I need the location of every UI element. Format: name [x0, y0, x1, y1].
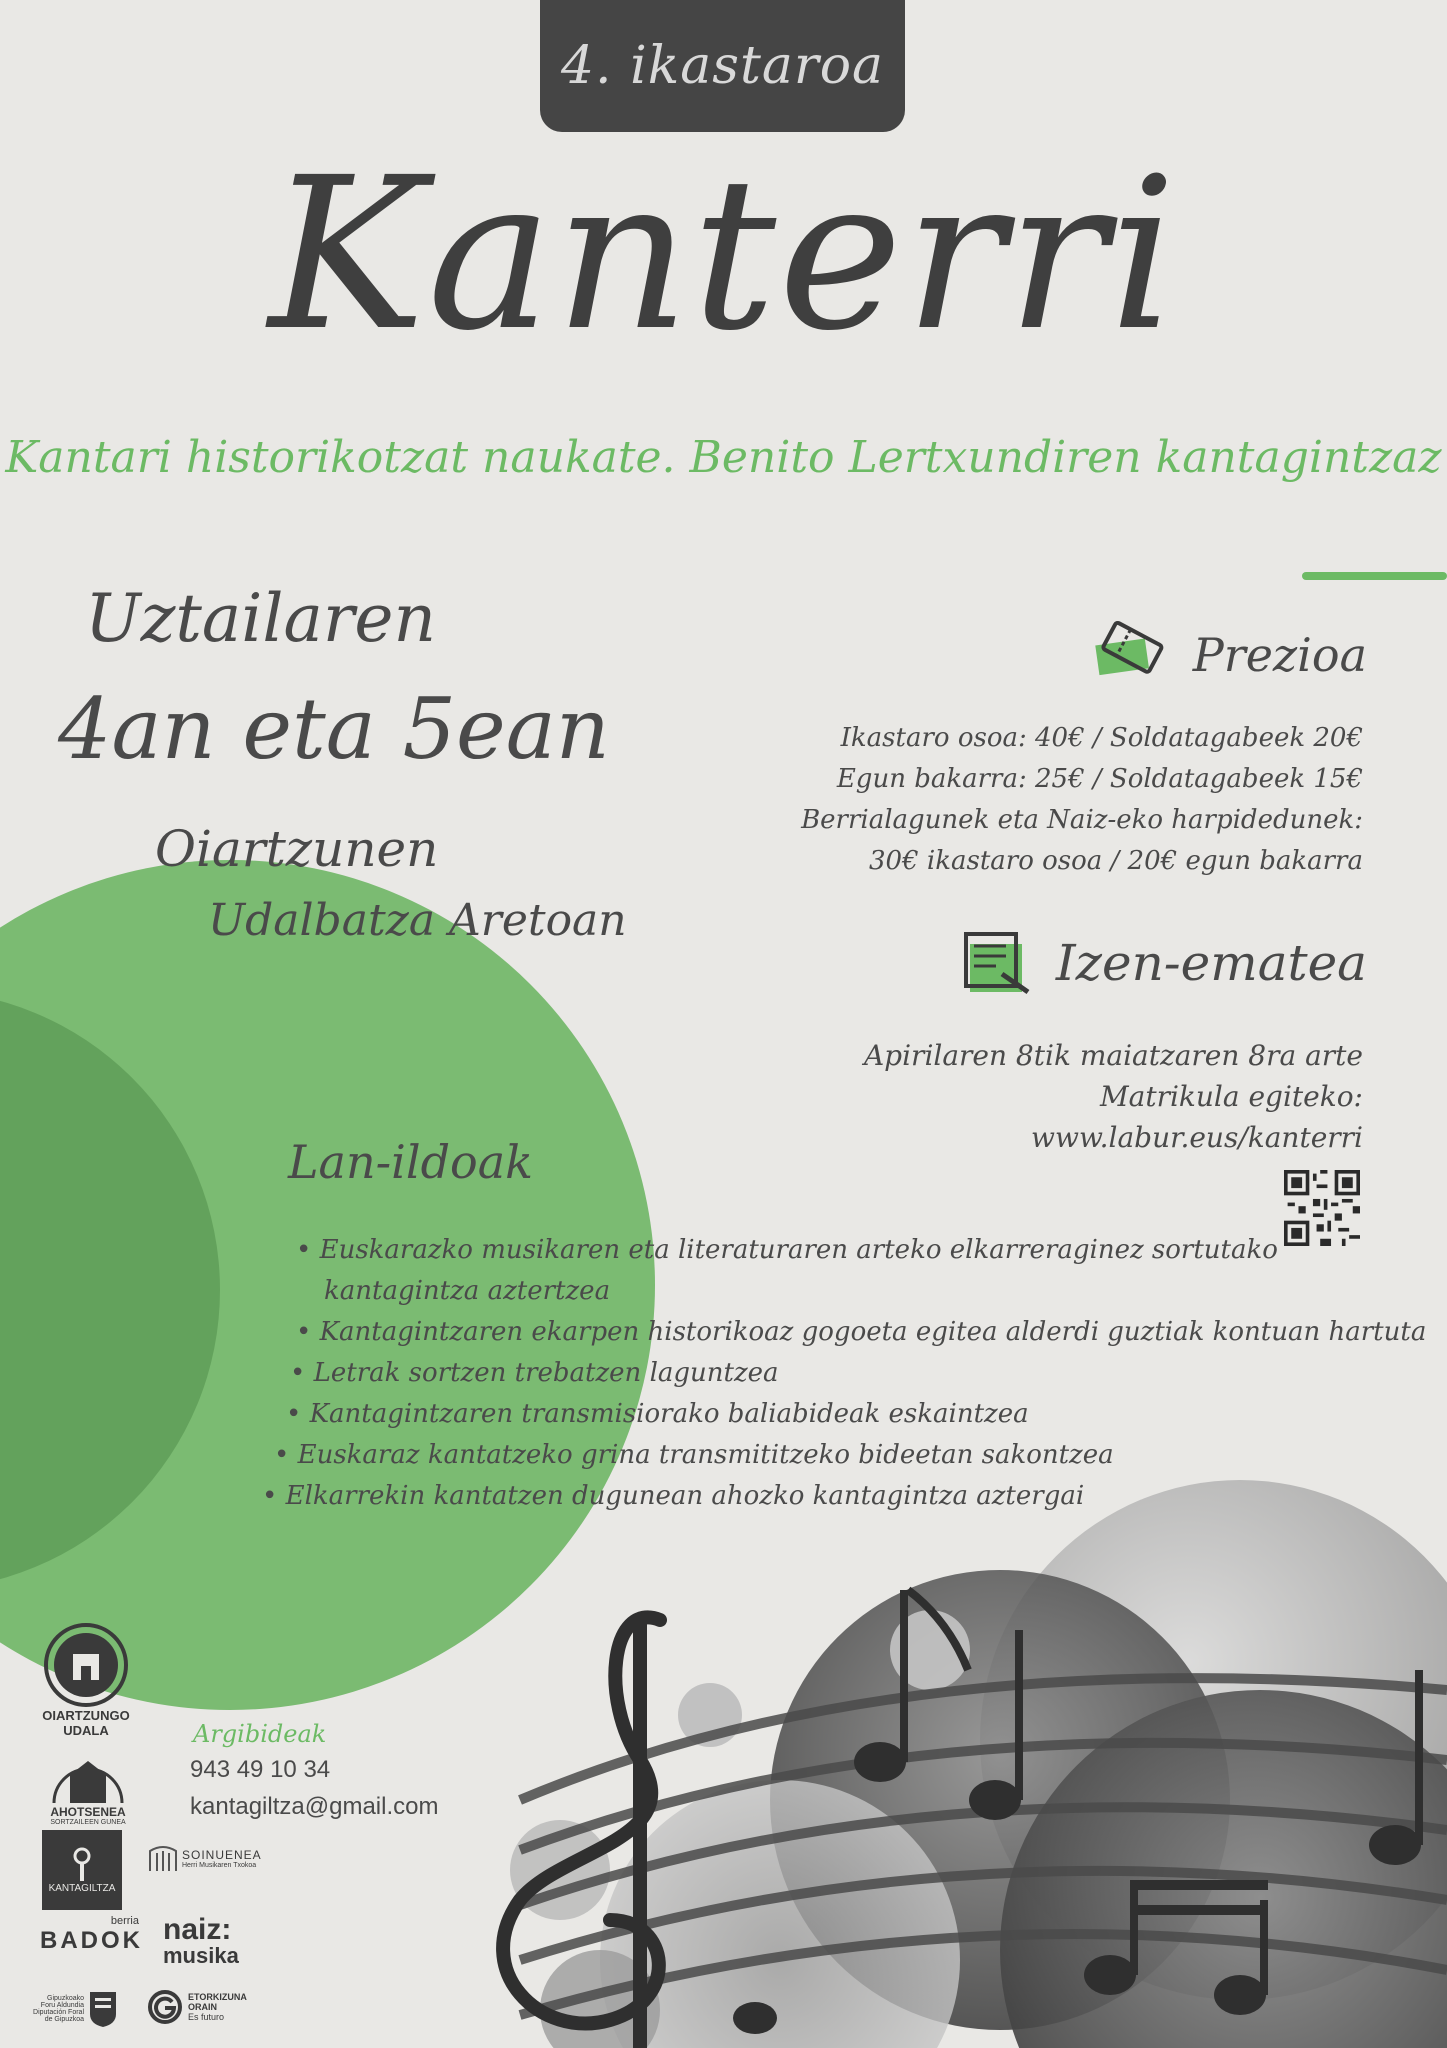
price-list — [801, 718, 1363, 882]
list-item: kantagintza aztertzea — [324, 1276, 611, 1306]
oiartzun-logo: OIARTZUNGO UDALA — [38, 1622, 134, 1738]
price-line: Berrialagunek eta Naiz-eko harpidedunek: — [801, 805, 1363, 835]
registration-link[interactable]: www.labur.eus/kanterri — [1031, 1121, 1363, 1154]
list-item: • Kantagintzaren ekarpen historikoaz gogoeta egitea alderdi guztiak kontuan hartuta — [296, 1317, 1427, 1347]
badok-logo: berria BADOK — [40, 1915, 143, 1954]
key-icon — [67, 1847, 97, 1883]
poster-title: Kanterri — [268, 132, 1179, 377]
gipuzkoa-logo: Gipuzkoako Foru Aldundia Diputación Foral de Gipuzkoa — [32, 1990, 132, 2028]
price-title: Prezioa — [1192, 628, 1367, 682]
ahotsenea-logo: AHOTSENEA SORTZAILEEN GUNEA — [40, 1745, 136, 1826]
list-item: • Letrak sortzen trebatzen laguntzea — [290, 1358, 779, 1388]
list-item: • Elkarrekin kantatzen dugunean ahozko kantagintza aztergai — [262, 1481, 1085, 1511]
place-town: Oiartzunen — [155, 820, 439, 878]
registration-info — [864, 1035, 1363, 1158]
info-heading: Argibideak — [193, 1720, 327, 1748]
registration-heading — [962, 930, 1367, 996]
gipuzkoa-shield-icon — [88, 1990, 118, 2028]
list-item: • Euskaraz kantatzeko grina transmititzeko bideetan sakontzea — [274, 1440, 1114, 1470]
price-line: Ikastaro osoa: 40€ / Soldatagabeek 20€ — [840, 723, 1363, 753]
form-icon — [962, 930, 1034, 996]
divider — [1302, 572, 1447, 580]
date-month: Uztailaren — [85, 580, 436, 657]
registration-label: Matrikula egiteko: — [1099, 1080, 1363, 1113]
oiartzun-seal-icon — [43, 1622, 129, 1708]
info-email[interactable]: kantagiltza@gmail.com — [190, 1793, 439, 1820]
list-item: • Kantagintzaren transmisiorako baliabideak eskaintzea — [286, 1399, 1029, 1429]
soinuenea-logo: SOINUENEA Herri Musikaren Txokoa — [148, 1843, 283, 1873]
ticket-icon — [1091, 620, 1167, 690]
registration-title: Izen-ematea — [1055, 934, 1367, 992]
place-venue: Udalbatza Aretoan — [208, 895, 627, 946]
qr-code[interactable] — [1284, 1170, 1360, 1246]
etorkizuna-logo: ETORKIZUNA ORAIN Es futuro — [148, 1990, 263, 2024]
date-days: 4an eta 5ean — [58, 680, 610, 778]
kantagiltza-logo: KANTAGILTZA — [42, 1830, 122, 1910]
work-lines-heading: Lan-ildoak — [288, 1135, 534, 1189]
info-phone[interactable]: 943 49 10 34 — [190, 1756, 331, 1783]
price-line: 30€ ikastaro osoa / 20€ egun bakarra — [869, 846, 1363, 876]
registration-dates: Apirilaren 8tik maiatzaren 8ra arte — [863, 1039, 1363, 1072]
work-lines-list — [260, 1230, 1427, 1517]
poster-subtitle: Kantari historikotzat naukate. Benito Lertxundiren kantagintzaz — [5, 432, 1442, 483]
g-circle-icon — [148, 1990, 182, 2024]
naiz-logo: naiz: musika — [163, 1913, 239, 1968]
price-line: Egun bakarra: 25€ / Soldatagabeek 15€ — [836, 764, 1363, 794]
soinuenea-icon — [148, 1843, 178, 1873]
edition-label: 4. ikastaroa — [560, 36, 885, 96]
list-item: • Euskarazko musikaren eta literaturaren arteko elkarreraginez sortutako — [296, 1235, 1278, 1265]
edition-badge — [540, 0, 905, 132]
ahotsenea-house-icon — [48, 1745, 128, 1805]
price-heading — [1091, 620, 1367, 690]
